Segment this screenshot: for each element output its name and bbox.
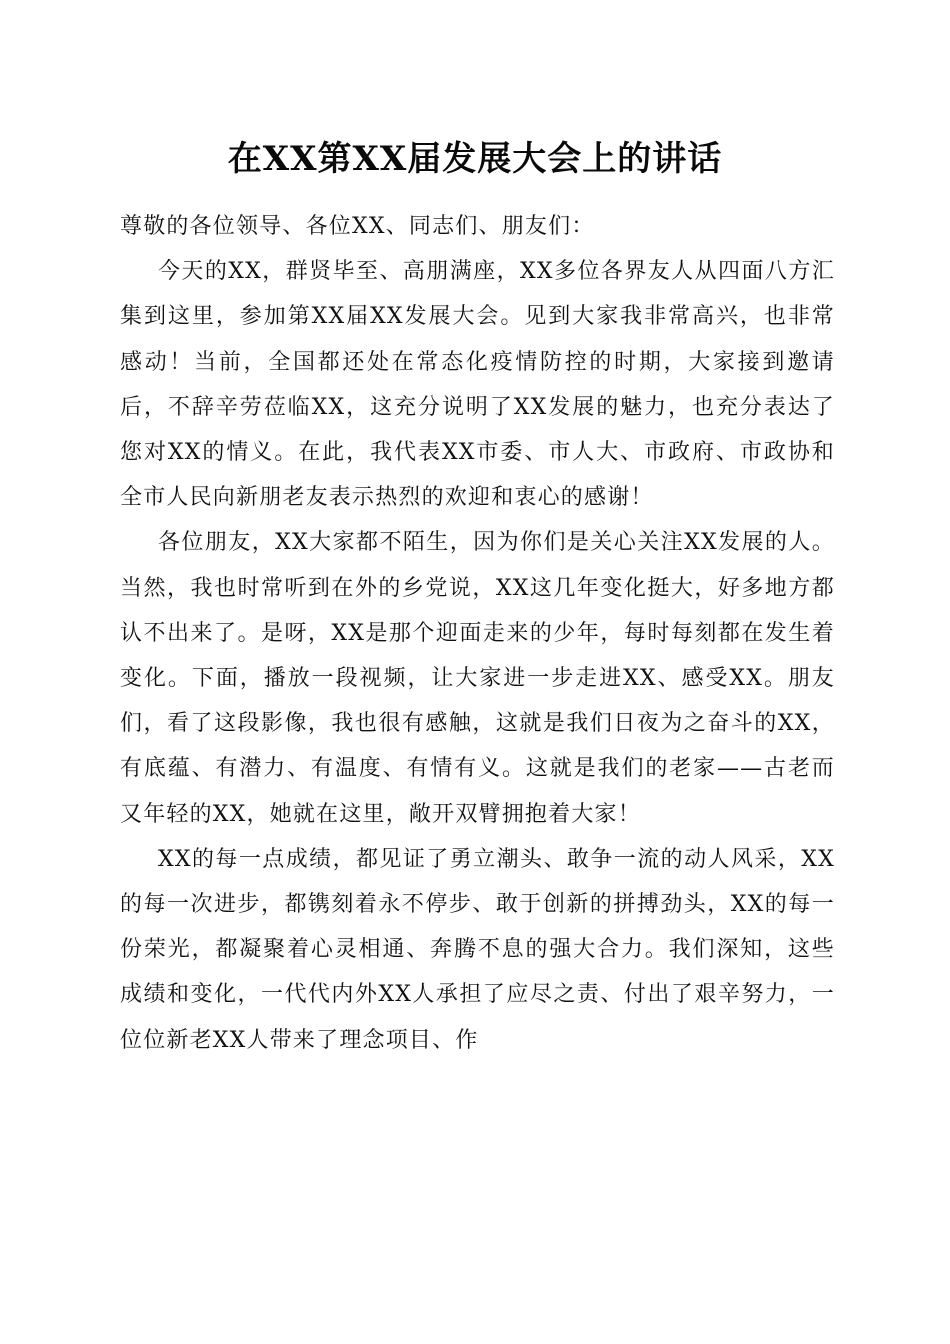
paragraph-2: 各位朋友，XX大家都不陌生，因为你们是关心关注XX发展的人。当然，我也时常听到在外的乡党说，XX这几年变化挺大，好多地方都认不出来了。是呀，XX是那个迎面走来的少年，每时每刻都在发生着变化。下面，播放一段视频，让大家进一步走进XX、感受XX。朋友们，看了这段影像，我也很有感触，这就是我们日夜为之奋斗的XX，有底蕴、有潜力、有温度、有情有义。这就是我们的老家——古老而又年轻的XX，她就在这里，敞开双臂拥抱着大家！ bbox=[120, 530, 835, 827]
document-body bbox=[120, 204, 835, 1063]
paragraph-1: 今天的XX，群贤毕至、高朋满座，XX多位各界友人从四面八方汇集到这里，参加第XX届XX发展大会。见到大家我非常高兴，也非常感动！当前，全国都还处在常态化疫情防控的时期，大家接到邀请后，不辞辛劳莅临XX，这充分说明了XX发展的魅力，也充分表达了您对XX的情义。在此，我代表XX市委、市人大、市政府、市政协和全市人民向新朋老友表示热烈的欢迎和衷心的感谢！ bbox=[120, 259, 835, 511]
paragraph-3: XX的每一点成绩，都见证了勇立潮头、敢争一流的动人风采，XX的每一次进步，都镌刻着永不停步、敢于创新的拼搏劲头，XX的每一份荣光，都凝聚着心灵相通、奔腾不息的强大合力。我们深知，这些成绩和变化，一代代内外XX人承担了应尽之责、付出了艰辛努力，一位位新老XX人带来了理念项目、作 bbox=[120, 846, 835, 1053]
salutation: 尊敬的各位领导、各位XX、同志们、朋友们： bbox=[120, 214, 595, 239]
document-title: 在XX第XX届发展大会上的讲话 bbox=[227, 139, 723, 179]
